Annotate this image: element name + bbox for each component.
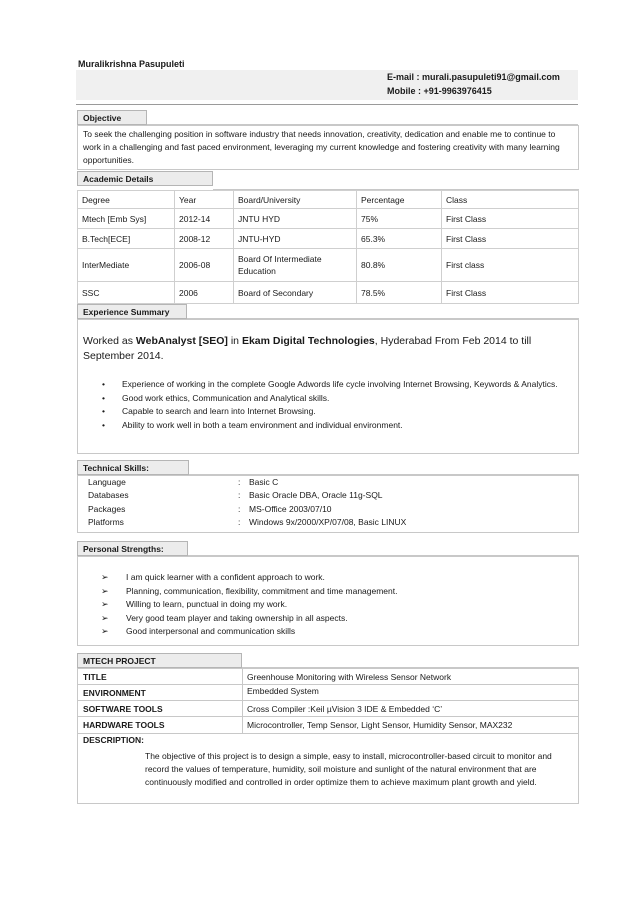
objective-text: To seek the challenging position in software industry that needs innovation, creativity, dedication and enable me to continue to work in a challenging and fast paced environment, leveraging my current knowledge and fostering creativity with many learning opportunities. xyxy=(83,129,560,165)
cell-year: 2006-08 xyxy=(175,249,234,282)
list-item xyxy=(102,378,577,392)
list-item xyxy=(101,585,576,599)
cell-board: JNTU-HYD xyxy=(234,229,357,249)
tech-value-packages: MS-Office 2003/07/10 xyxy=(249,504,332,514)
list-item xyxy=(102,392,577,406)
cell-degree: B.Tech[ECE] xyxy=(78,229,175,249)
cell-percentage: 65.3% xyxy=(357,229,442,249)
strength-text: Good interpersonal and communication skills xyxy=(126,626,296,636)
tech-value-language: Basic C xyxy=(249,477,279,487)
cell-year: 2012-14 xyxy=(175,209,234,229)
arrow-bullet-icon: ➢ xyxy=(101,572,109,582)
col-board: Board/University xyxy=(234,191,357,209)
experience-role: WebAnalyst [SEO] xyxy=(135,335,228,347)
tech-colon: : xyxy=(238,477,241,487)
bullet-icon: • xyxy=(102,419,105,430)
bullet-icon: • xyxy=(102,392,105,403)
tech-colon: : xyxy=(238,517,241,527)
cell-degree: SSC xyxy=(78,282,175,304)
col-degree: Degree xyxy=(78,191,175,209)
col-percentage: Percentage xyxy=(357,191,442,209)
experience-in: in xyxy=(227,335,242,347)
tech-label-language: Language xyxy=(88,477,126,487)
technical-heading: Technical Skills: xyxy=(77,460,189,475)
project-row-rule xyxy=(77,700,579,701)
project-hardware-label: HARDWARE TOOLS xyxy=(83,720,165,730)
experience-summary xyxy=(83,334,553,364)
project-software-label: SOFTWARE TOOLS xyxy=(83,704,163,714)
strengths-heading: Personal Strengths: xyxy=(77,541,188,556)
list-item xyxy=(101,612,576,626)
arrow-bullet-icon: ➢ xyxy=(101,612,109,623)
bullet-icon: • xyxy=(102,379,105,389)
tech-label-platforms: Platforms xyxy=(88,517,124,527)
cell-class: First Class xyxy=(442,229,579,249)
project-description-text: The objective of this project is to design a simple, easy to install, microcontroller-based circuit to monitor and record the values of temperature, humidity, soil moisture and sunlight of the natural environment that are continuously modified and controlled in order optimize them to achieve maximum plant growth and yield. xyxy=(145,751,552,787)
project-heading: MTECH PROJECT xyxy=(77,653,242,668)
project-row-rule xyxy=(77,684,579,685)
bullet-text: Experience of working in the complete Google Adwords life cycle involving Internet Browsing, Keywords & Analytics. xyxy=(122,379,558,389)
arrow-bullet-icon: ➢ xyxy=(101,585,109,596)
table-row xyxy=(78,229,579,249)
list-item xyxy=(101,625,576,639)
tech-label-packages: Packages xyxy=(88,504,126,514)
academic-table xyxy=(77,190,579,304)
col-year: Year xyxy=(175,191,234,209)
objective-heading: Objective xyxy=(77,110,147,125)
strength-text: Planning, communication, flexibility, commitment and time management. xyxy=(126,585,398,596)
cell-board: Board of Secondary xyxy=(234,282,357,304)
project-environment-label: ENVIRONMENT xyxy=(83,688,146,698)
cell-degree: InterMediate xyxy=(78,249,175,282)
academic-heading: Academic Details xyxy=(77,171,213,186)
table-row xyxy=(78,249,579,282)
arrow-bullet-icon: ➢ xyxy=(101,626,109,636)
tech-colon: : xyxy=(238,504,241,514)
candidate-name: Muralikrishna Pasupuleti xyxy=(78,59,185,69)
strength-text: Very good team player and taking ownership in all aspects. xyxy=(126,612,348,623)
cell-board: Board Of Intermediate Education xyxy=(234,249,357,282)
bullet-text: Capable to search and learn into Internet Browsing. xyxy=(122,406,316,416)
strengths-list xyxy=(101,571,576,639)
project-row-rule xyxy=(77,733,579,734)
cell-year: 2008-12 xyxy=(175,229,234,249)
project-row-rule xyxy=(77,716,579,717)
project-environment-value: Embedded System xyxy=(247,686,319,696)
col-class: Class xyxy=(442,191,579,209)
experience-period: , Hyderabad From Feb 2014 to till September 2014. xyxy=(83,335,532,362)
cell-degree: Mtech [Emb Sys] xyxy=(78,209,175,229)
mobile-line: Mobile : +91-9963976415 xyxy=(387,86,492,96)
cell-class: First Class xyxy=(442,209,579,229)
tech-colon: : xyxy=(238,490,241,500)
experience-lead: Worked as xyxy=(83,335,136,347)
list-item xyxy=(102,405,577,419)
bullet-icon: • xyxy=(102,406,105,416)
cell-class: First Class xyxy=(442,282,579,304)
experience-heading: Experience Summary xyxy=(77,304,187,319)
project-title-value: Greenhouse Monitoring with Wireless Sensor Network xyxy=(247,672,452,682)
project-software-value: Cross Compiler :Keil µVision 3 IDE & Embedded ‘C’ xyxy=(247,704,443,714)
tech-value-platforms: Windows 9x/2000/XP/07/08, Basic LINUX xyxy=(249,517,407,527)
header-divider xyxy=(76,104,578,105)
tech-value-databases: Basic Oracle DBA, Oracle 11g-SQL xyxy=(249,490,383,500)
list-item xyxy=(101,598,576,612)
cell-percentage: 75% xyxy=(357,209,442,229)
project-description-label: DESCRIPTION: xyxy=(83,735,144,745)
table-row xyxy=(78,209,579,229)
bullet-text: Good work ethics, Communication and Analytical skills. xyxy=(122,392,330,403)
cell-board: JNTU HYD xyxy=(234,209,357,229)
strength-text: Willing to learn, punctual in doing my work. xyxy=(126,599,288,609)
cell-class: First class xyxy=(442,249,579,282)
tech-label-databases: Databases xyxy=(88,490,129,500)
project-title-label: TITLE xyxy=(83,672,107,682)
arrow-bullet-icon: ➢ xyxy=(101,599,109,609)
email-line: E-mail : murali.pasupuleti91@gmail.com xyxy=(387,72,560,82)
cell-percentage: 80.8% xyxy=(357,249,442,282)
project-hardware-value: Microcontroller, Temp Sensor, Light Sensor, Humidity Sensor, MAX232 xyxy=(247,720,513,730)
experience-bullets xyxy=(102,378,577,432)
strength-text: I am quick learner with a confident approach to work. xyxy=(126,572,325,582)
list-item xyxy=(102,419,577,433)
table-row xyxy=(78,282,579,304)
cell-year: 2006 xyxy=(175,282,234,304)
academic-header-row xyxy=(78,191,579,209)
experience-company: Ekam Digital Technologies xyxy=(241,335,375,347)
list-item xyxy=(101,571,576,585)
bullet-text: Ability to work well in both a team environment and individual environment. xyxy=(122,419,403,430)
cell-percentage: 78.5% xyxy=(357,282,442,304)
